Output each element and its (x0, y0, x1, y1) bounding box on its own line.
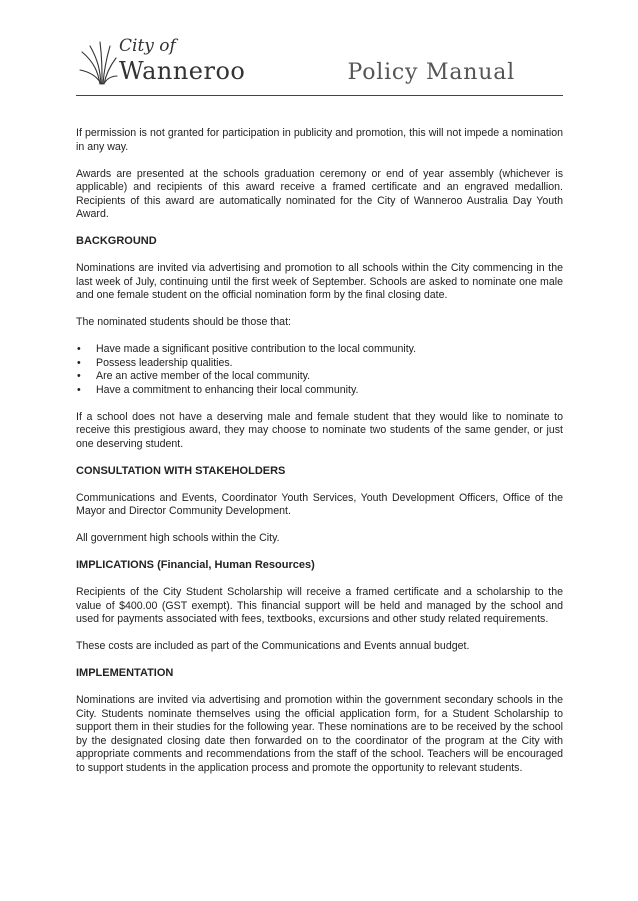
list-item: • Are an active member of the local community. (76, 370, 563, 384)
policy-manual-title: Policy Manual (347, 60, 515, 85)
grass-tree-logo-icon (78, 36, 118, 86)
logo-text-wanneroo: Wanneroo (119, 57, 246, 85)
paragraph-high-schools: All government high schools within the City. (76, 532, 280, 544)
list-item: • Possess leadership qualities. (76, 357, 563, 371)
heading-implications: IMPLICATIONS (Financial, Human Resources) (76, 559, 315, 571)
list-item: • Have a commitment to enhancing their local community. (76, 384, 563, 398)
paragraph-stakeholders: Communications and Events, Coordinator Youth Services, Youth Development Officers, Office of the Mayor and Director Community Development. (76, 491, 563, 517)
header-divider (76, 95, 563, 96)
paragraph-nominated-students: The nominated students should be those that: (76, 316, 291, 328)
logo-text-city-of: City of (119, 36, 176, 56)
city-of-wanneroo-logo (78, 34, 268, 90)
paragraph-school-option: If a school does not have a deserving male and female student that they would like to nominate to receive this prestigious award, they may choose to nominate two students of the same gender, or just one deserving student. (76, 410, 563, 450)
heading-implementation: IMPLEMENTATION (76, 667, 174, 679)
paragraph-scholarship: Recipients of the City Student Scholarship will receive a framed certificate and a scholarship to the value of $400.00 (GST exempt). This financial support will be held and managed by the school and used for payments associated with fees, textbooks, excursions and other study related requirements. (76, 586, 563, 625)
criteria-list (76, 343, 563, 397)
paragraph-costs: These costs are included as part of the Communications and Events annual budget. (76, 640, 470, 652)
heading-consultation: CONSULTATION WITH STAKEHOLDERS (76, 464, 286, 477)
paragraph-nominations: Nominations are invited via advertising and promotion to all schools within the City commencing in the last week of July, continuing until the first week of September. Schools are asked to nominate one male and one female student on the official nomination form by the final closing date. (76, 262, 563, 301)
paragraph-implementation: Nominations are invited via advertising and promotion within the government secondary schools in the City. Students nominate themselves using the official application form, for a Student Scholarship to support them in their studies for the following year. These nominations are to be received by the school by the designated closing date then forwarded on to the coordinator of the program at the City with appropriate comments and recommendations from the staff of the school. Teachers will be encouraged to support students in the application process and promote the opportunity to relevant students. (76, 694, 563, 774)
list-item: • Have made a significant positive contribution to the local community. (76, 343, 563, 357)
document-body (76, 127, 563, 775)
paragraph-awards: Awards are presented at the schools graduation ceremony or end of year assembly (whichever is applicable) and recipients of this award receive a framed certificate and an engraved medallion. Recipients of this award are automatically nominated for the City of Wanneroo Australia Day Youth Award. (76, 167, 563, 220)
paragraph-permission: If permission is not granted for participation in publicity and promotion, this will not impede a nomination in any way. (76, 127, 563, 153)
heading-background: BACKGROUND (76, 235, 157, 247)
